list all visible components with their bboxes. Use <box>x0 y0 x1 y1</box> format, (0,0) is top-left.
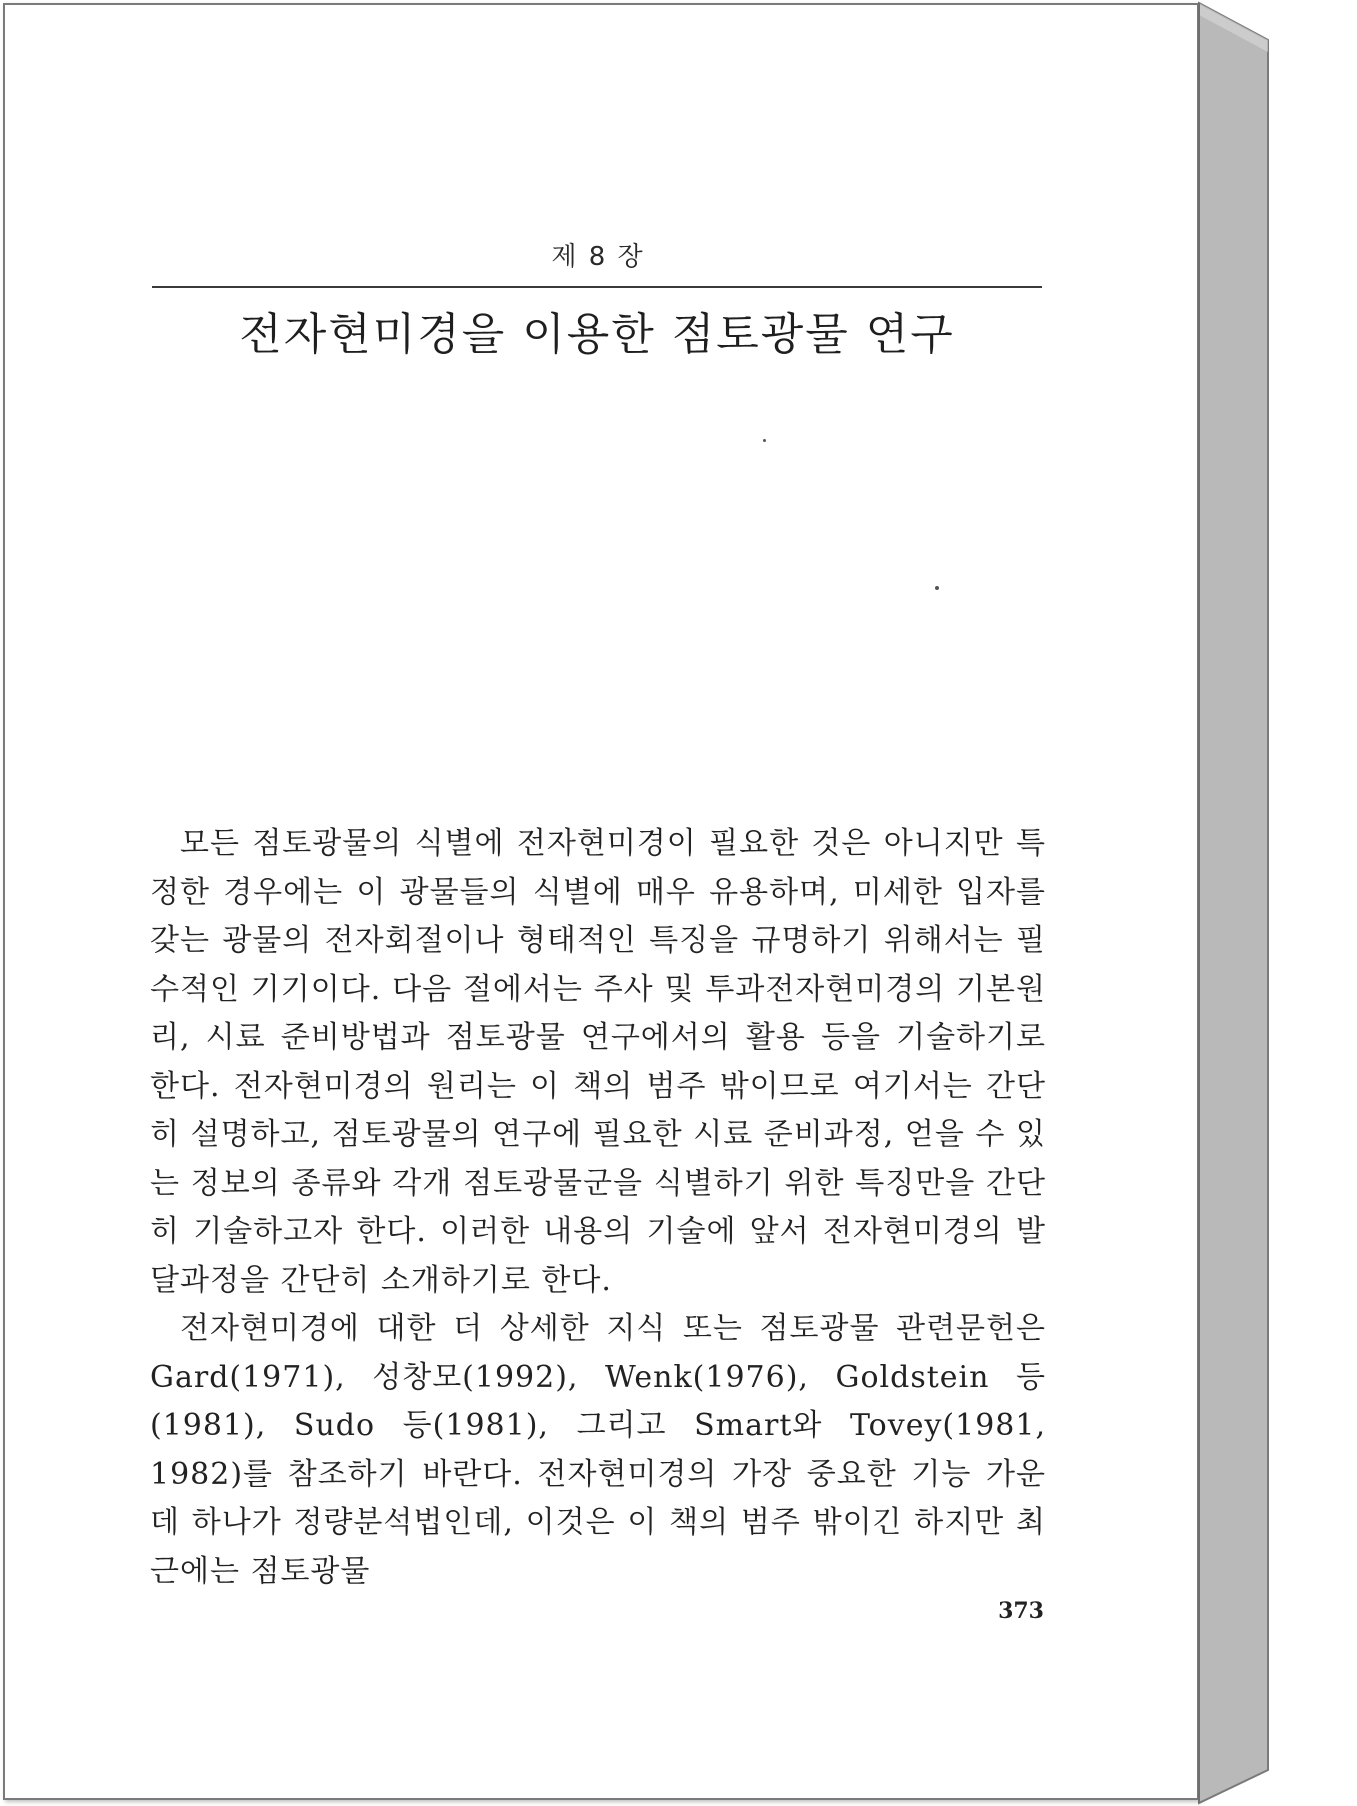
chapter-number: 제 8 장 <box>551 242 645 272</box>
paragraph: 전자현미경에 대한 더 상세한 지식 또는 점토광물 관련문헌은 Gard(1971), 성창모(1992), Wenk(1976), Goldstein 등(1981), Sudo 등(1981), 그리고 Smart와 Tovey(1981, 1982)를 참조하기 바란다. 전자현미경의 가장 중요한 기능 가운데 하나가 정량분석법인데, 이것은 이 책의 범주 밖이긴 하지만 최근에는 점토광물 <box>150 1311 1046 1589</box>
scan-speck <box>763 439 766 442</box>
paragraph: 모든 점토광물의 식별에 전자현미경이 필요한 것은 아니지만 특정한 경우에는 이 광물들의 식별에 매우 유용하며, 미세한 입자를 갖는 광물의 전자회절이나 형태적인 특징을 규명하기 위해서는 필수적인 기기이다. 다음 절에서는 주사 및 투과전자현미경의 기본원리, 시료 준비방법과 점토광물 연구에서의 활용 등을 기술하기로 한다. 전자현미경의 원리는 이 책의 범주 밖이므로 여기서는 간단히 설명하고, 점토광물의 연구에 필요한 시료 준비과정, 얻을 수 있는 정보의 종류와 각개 점토광물군을 식별하기 위한 특징만을 간단히 기술하고자 한다. 이러한 내용의 기술에 앞서 전자현미경의 발달과정을 간단히 소개하기로 한다. <box>150 826 1046 1298</box>
scan-speck <box>935 586 939 590</box>
body-text <box>150 820 1046 1596</box>
page-number: 373 <box>998 1598 1044 1624</box>
chapter-title: 전자현미경을 이용한 점토광물 연구 <box>239 309 955 360</box>
chapter-divider <box>152 286 1042 288</box>
